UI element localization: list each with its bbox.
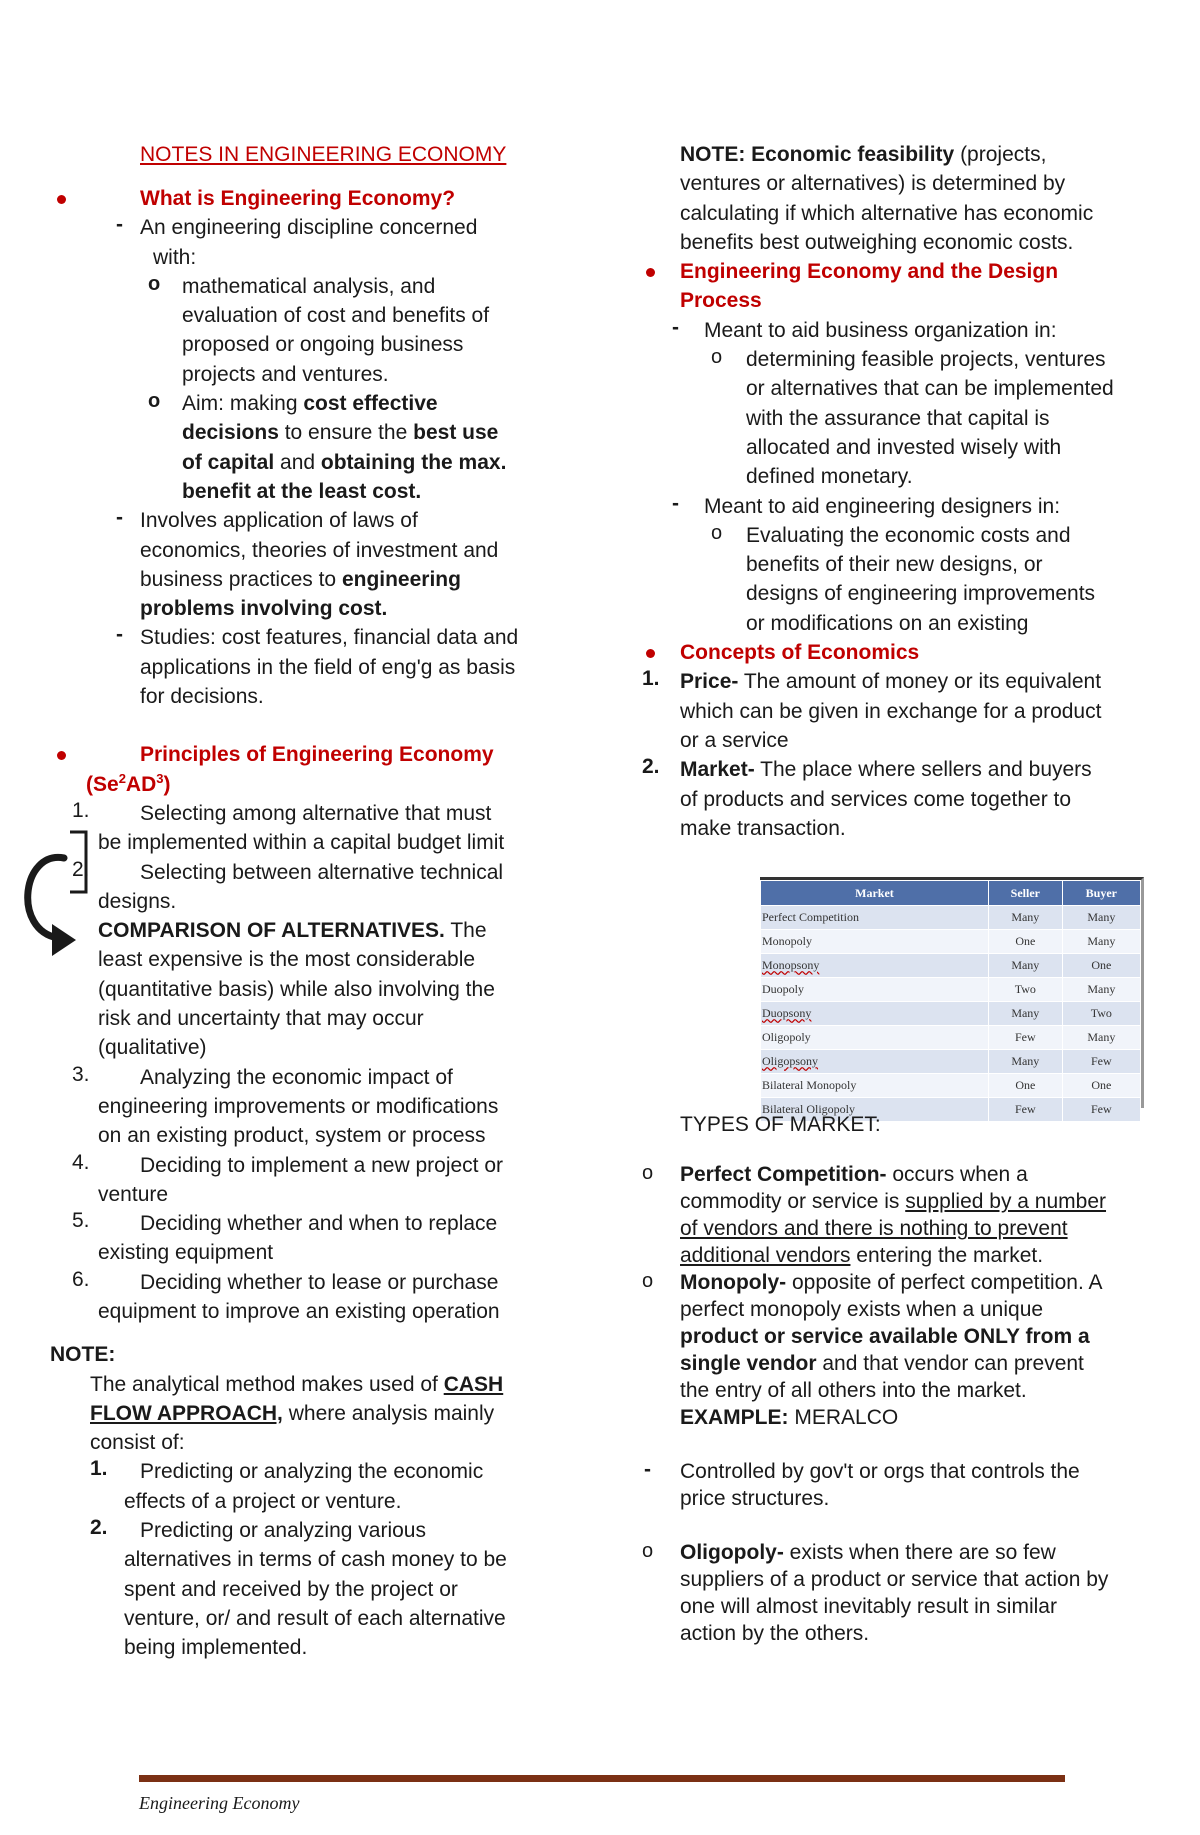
table-row	[761, 1026, 1141, 1050]
types-heading: TYPES OF MARKET:	[680, 1113, 881, 1137]
studies-line: Studies: cost features, financial data and	[140, 626, 519, 650]
table-cell: Many	[1062, 1026, 1140, 1050]
concepts-section	[640, 638, 1165, 667]
aim-prefix: Aim: making	[182, 392, 304, 416]
note-label: NOTE:	[680, 143, 752, 166]
note-text: where analysis mainly	[282, 1401, 495, 1425]
pc-text: entering the market.	[850, 1244, 1044, 1268]
note-bold: CASH	[443, 1372, 504, 1396]
business-sub-line: defined monetary.	[746, 465, 913, 489]
design-section	[640, 257, 1165, 316]
mono-bold: Monopoly-	[680, 1271, 787, 1295]
table-row	[761, 1002, 1141, 1026]
involves-line: Involves application of laws of	[140, 509, 418, 533]
sub-text: AD	[125, 772, 157, 796]
table-cell: Many	[988, 906, 1062, 930]
pc-underline: supplied by a number	[905, 1190, 1107, 1214]
aim-text: to ensure the	[278, 421, 414, 445]
principles-section	[50, 740, 570, 799]
table-cell	[761, 1050, 989, 1074]
table-cell: Few	[1062, 1098, 1140, 1122]
table-cell: Bilateral Monopoly	[761, 1074, 989, 1098]
sub-text: )	[163, 772, 171, 796]
curved-arrow-icon	[12, 820, 92, 970]
what-section	[50, 184, 570, 213]
gov-line: Controlled by gov't or orgs that controls the	[680, 1460, 1080, 1484]
pc-line	[680, 1242, 1165, 1269]
table-cell: Bilateral Oligopoly	[761, 1098, 989, 1122]
circle-bullet-icon: o	[642, 1270, 654, 1293]
studies-item	[50, 623, 570, 711]
involves-line: problems involving cost.	[140, 597, 388, 621]
engineering-line: Meant to aid engineering designers in:	[704, 494, 1061, 518]
comparison-bold: COMPARISON OF ALTERNATIVES.	[98, 919, 445, 943]
table-cell: Few	[988, 1026, 1062, 1050]
comparison-line	[98, 916, 570, 945]
perfect-competition-item	[640, 1161, 1165, 1269]
table-cell	[761, 1002, 989, 1026]
concept-line	[680, 755, 1165, 784]
mono-line	[680, 1269, 1165, 1296]
aim-item	[50, 389, 570, 506]
aim-text: and	[274, 450, 321, 474]
red-bullet-icon	[646, 268, 655, 277]
principle-item-1	[50, 799, 570, 858]
red-bullet-icon	[646, 649, 655, 658]
concept-bold: Market-	[680, 758, 755, 782]
dash-bullet-icon: -	[116, 213, 123, 237]
involves-line	[140, 565, 570, 594]
note-item-1	[50, 1457, 570, 1516]
gov-item	[640, 1458, 1165, 1512]
note-section	[50, 1340, 570, 1457]
table-cell: Many	[988, 954, 1062, 978]
engineering-sub-item	[640, 521, 1165, 638]
note-item-line: being implemented.	[124, 1636, 308, 1660]
pc-text: commodity or service is	[680, 1190, 906, 1214]
circle-bullet-icon: o	[148, 272, 161, 295]
principle-item-3	[50, 1063, 570, 1151]
circle-bullet-icon: o	[148, 390, 161, 413]
table-header-cell: Buyer	[1062, 881, 1140, 906]
principles-heading: Principles of Engineering Economy	[140, 743, 494, 767]
dash-bullet-icon: -	[672, 315, 679, 339]
pc-line: of vendors and there is nothing to prevent	[680, 1217, 1068, 1241]
oli-text: exists when there are so few	[783, 1541, 1056, 1565]
item-number: 2.	[90, 1516, 108, 1540]
table-cell: Monopoly	[761, 930, 989, 954]
principle-line: be implemented within a capital budget limit	[98, 831, 505, 855]
principle-line: on an existing product, system or process	[98, 1124, 486, 1148]
market-table-wrapper	[760, 877, 1144, 1117]
aim-bold: cost effective	[303, 392, 438, 416]
table-header-cell: Market	[761, 881, 989, 906]
note-text: The analytical method makes used of	[90, 1372, 444, 1396]
principle-line: engineering improvements or modifications	[98, 1094, 499, 1118]
concept-line: of products and services come together to	[680, 787, 1072, 811]
concept-line	[680, 667, 1165, 696]
circle-bullet-icon: o	[711, 346, 723, 369]
pc-text: occurs when a	[886, 1163, 1028, 1187]
comparison-line: (quantitative basis) while also involving the	[98, 977, 495, 1001]
page-title: NOTES IN ENGINEERING ECONOMY	[140, 143, 507, 166]
comparison-line: (qualitative)	[98, 1036, 207, 1060]
circle-bullet-icon: o	[642, 1540, 654, 1563]
table-cell: Few	[988, 1098, 1062, 1122]
math-item	[50, 272, 570, 389]
aim-line	[182, 418, 570, 447]
item-number: 1.	[72, 798, 90, 822]
what-heading: What is Engineering Economy?	[140, 187, 456, 210]
item-number: 3.	[72, 1062, 90, 1086]
principle-line: Deciding whether and when to replace	[140, 1212, 498, 1236]
table-row	[761, 1050, 1141, 1074]
oli-line: one will almost inevitably result in similar	[680, 1595, 1057, 1619]
aim-bold: of capital	[182, 450, 275, 474]
table-cell: Many	[1062, 978, 1140, 1002]
math-line: evaluation of cost and benefits of	[182, 304, 490, 328]
concepts-heading: Concepts of Economics	[680, 641, 920, 665]
principle-item-2	[50, 858, 570, 917]
item-number: 2.	[642, 755, 660, 779]
table-cell: One	[988, 1074, 1062, 1098]
table-row	[761, 954, 1141, 978]
business-sub-line: or alternatives that can be implemented	[746, 377, 1114, 401]
design-heading: Engineering Economy and the Design	[680, 260, 1059, 284]
dash-bullet-icon: -	[672, 491, 679, 515]
table-row	[761, 906, 1141, 930]
note-line	[90, 1370, 570, 1399]
footer-title: Engineering Economy	[139, 1793, 300, 1813]
mono-line	[680, 1404, 1165, 1431]
aim-line	[182, 448, 570, 477]
circle-bullet-icon: o	[711, 521, 723, 544]
principle-line: equipment to improve an existing operation	[98, 1299, 500, 1323]
table-cell: Oligopoly	[761, 1026, 989, 1050]
feasibility-line	[680, 140, 1165, 169]
table-cell: Few	[1062, 1050, 1140, 1074]
principle-line: Selecting between alternative technical	[140, 860, 504, 884]
item-number: 2.	[72, 857, 90, 881]
aim-bold: decisions	[182, 421, 279, 445]
principle-line: designs.	[98, 889, 177, 913]
principles-subheading	[86, 770, 570, 799]
comparison-line: least expensive is the most considerable	[98, 948, 476, 972]
table-cell: Two	[1062, 1002, 1140, 1026]
market-table	[760, 880, 1141, 1122]
sub-sup: 2	[118, 770, 126, 786]
engineering-item	[640, 492, 1165, 521]
definition-item	[50, 213, 570, 272]
principle-line: venture	[98, 1182, 169, 1206]
item-number: 1.	[90, 1457, 108, 1481]
oli-line: action by the others.	[680, 1622, 870, 1646]
business-sub-line: determining feasible projects, ventures	[746, 348, 1106, 372]
business-line: Meant to aid business organization in:	[704, 318, 1057, 342]
table-cell: Many	[988, 1050, 1062, 1074]
note-line	[90, 1399, 570, 1428]
note-text: (projects,	[954, 143, 1047, 166]
math-line: projects and ventures.	[182, 362, 389, 386]
principle-item-5	[50, 1209, 570, 1268]
table-cell-text: Monopsony	[762, 958, 820, 973]
footer-divider	[139, 1775, 1065, 1782]
concept-text: The place where sellers and buyers	[754, 758, 1092, 782]
table-cell: One	[1062, 954, 1140, 978]
mono-line: the entry of all others into the market.	[680, 1379, 1027, 1403]
definition-line: with:	[153, 245, 197, 269]
left-column	[50, 140, 570, 1663]
aim-line: benefit at the least cost.	[182, 479, 422, 503]
concept-line: or a service	[680, 728, 789, 752]
note-label: NOTE:	[50, 1343, 116, 1367]
engineering-sub-line: designs of engineering improvements	[746, 582, 1096, 606]
note-bold: FLOW APPROACH,	[90, 1401, 283, 1425]
item-number: 1.	[642, 667, 660, 691]
oligopoly-item	[640, 1539, 1165, 1647]
business-item	[640, 316, 1165, 345]
mono-bold: single vendor	[680, 1352, 817, 1376]
comparison-text: The	[444, 919, 487, 943]
principle-line: Selecting among alternative that must	[140, 801, 492, 825]
concept-item-1	[640, 667, 1165, 755]
mono-text: and that vendor can prevent	[816, 1352, 1084, 1376]
concept-line: which can be given in exchange for a product	[680, 699, 1102, 723]
concept-bold: Price-	[680, 670, 739, 694]
concept-line: make transaction.	[680, 816, 846, 840]
note-line: consist of:	[90, 1431, 185, 1455]
aim-bold: best use	[413, 421, 499, 445]
pc-line	[680, 1188, 1165, 1215]
mono-line: perfect monopoly exists when a unique	[680, 1298, 1044, 1322]
note-item-line: venture, or/ and result of each alternative	[124, 1606, 506, 1630]
pc-line	[680, 1161, 1165, 1188]
principle-line: Deciding whether to lease or purchase	[140, 1270, 499, 1294]
oli-bold: Oligopoly-	[680, 1541, 784, 1565]
red-bullet-icon	[57, 195, 66, 204]
aim-line	[182, 389, 570, 418]
involves-item	[50, 506, 570, 623]
principle-line: Analyzing the economic impact of	[140, 1065, 453, 1089]
table-row	[761, 1074, 1141, 1098]
circle-bullet-icon: o	[642, 1162, 654, 1185]
note-item-line: alternatives in terms of cash money to be	[124, 1548, 507, 1572]
studies-line: applications in the field of eng'g as basis	[140, 655, 516, 679]
mono-text: opposite of perfect competition. A	[786, 1271, 1103, 1295]
table-cell: One	[1062, 1074, 1140, 1098]
table-row	[761, 930, 1141, 954]
pc-bold: Perfect Competition-	[680, 1163, 887, 1187]
table-cell: Many	[1062, 906, 1140, 930]
item-number: 4.	[72, 1150, 90, 1174]
principle-line: existing equipment	[98, 1241, 274, 1265]
table-cell: Perfect Competition	[761, 906, 989, 930]
table-cell: One	[988, 930, 1062, 954]
mono-line	[680, 1350, 1165, 1377]
gov-line: price structures.	[680, 1487, 830, 1511]
feasibility-line: benefits best outweighing economic costs.	[680, 230, 1074, 254]
monopoly-item	[640, 1269, 1165, 1431]
involves-line: economics, theories of investment and	[140, 538, 499, 562]
involves-bold: engineering	[341, 567, 461, 591]
feasibility-note	[640, 140, 1165, 257]
sub-sup: 3	[156, 770, 164, 786]
involves-text: business practices to	[140, 567, 342, 591]
table-row	[761, 978, 1141, 1002]
concept-item-2	[640, 755, 1165, 843]
table-cell-text: Oligopsony	[762, 1054, 819, 1069]
math-line: proposed or ongoing business	[182, 333, 464, 357]
comparison-line: risk and uncertainty that may occur	[98, 1007, 424, 1031]
note-bold: Economic feasibility	[751, 143, 955, 166]
principle-item-6	[50, 1268, 570, 1327]
note-item-line: Predicting or analyzing the economic	[140, 1460, 484, 1484]
business-sub-line: with the assurance that capital is	[746, 406, 1050, 430]
dash-bullet-icon: -	[116, 506, 123, 530]
principle-item-4	[50, 1151, 570, 1210]
item-number: 5.	[72, 1209, 90, 1233]
engineering-sub-line: benefits of their new designs, or	[746, 553, 1043, 577]
table-cell: Many	[1062, 930, 1140, 954]
note-item-line: Predicting or analyzing various	[140, 1519, 426, 1543]
studies-line: for decisions.	[140, 685, 264, 709]
design-heading: Process	[680, 289, 762, 313]
math-line: mathematical analysis, and	[182, 274, 436, 298]
principle-line: Deciding to implement a new project or	[140, 1153, 504, 1177]
mono-text: MERALCO	[788, 1406, 899, 1430]
oli-line	[680, 1539, 1165, 1566]
oli-line: suppliers of a product or service that action by	[680, 1568, 1109, 1592]
table-cell	[761, 954, 989, 978]
business-sub-item	[640, 345, 1165, 491]
table-cell: Duopoly	[761, 978, 989, 1002]
note-item-2	[50, 1516, 570, 1662]
mono-line: product or service available ONLY from a	[680, 1325, 1090, 1349]
item-number: 6.	[72, 1267, 90, 1291]
table-cell: Many	[988, 1002, 1062, 1026]
comparison-item	[50, 916, 570, 1062]
concept-text: The amount of money or its equivalent	[738, 670, 1102, 694]
note-item-line: spent and received by the project or	[124, 1577, 458, 1601]
red-bullet-icon	[57, 751, 66, 760]
table-header-row	[761, 881, 1141, 906]
mono-bold: EXAMPLE:	[680, 1406, 789, 1430]
dash-bullet-icon: -	[116, 623, 123, 647]
dash-bullet-icon: -	[644, 1458, 651, 1482]
note-item-line: effects of a project or venture.	[124, 1489, 402, 1513]
definition-line: An engineering discipline concerned	[140, 216, 478, 240]
pc-underline: additional vendors	[680, 1244, 851, 1268]
table-header-cell: Seller	[988, 881, 1062, 906]
engineering-sub-line: Evaluating the economic costs and	[746, 523, 1071, 547]
table-cell: Two	[988, 978, 1062, 1002]
table-cell-text: Duopsony	[762, 1006, 812, 1021]
engineering-sub-line: or modifications on an existing	[746, 611, 1029, 635]
business-sub-line: allocated and invested wisely with	[746, 435, 1062, 459]
feasibility-line: ventures or alternatives) is determined by	[680, 172, 1066, 196]
feasibility-line: calculating if which alternative has economic	[680, 201, 1094, 225]
aim-bold: obtaining the max.	[320, 450, 507, 474]
sub-text: (Se	[86, 772, 119, 796]
right-column	[640, 140, 1165, 1647]
